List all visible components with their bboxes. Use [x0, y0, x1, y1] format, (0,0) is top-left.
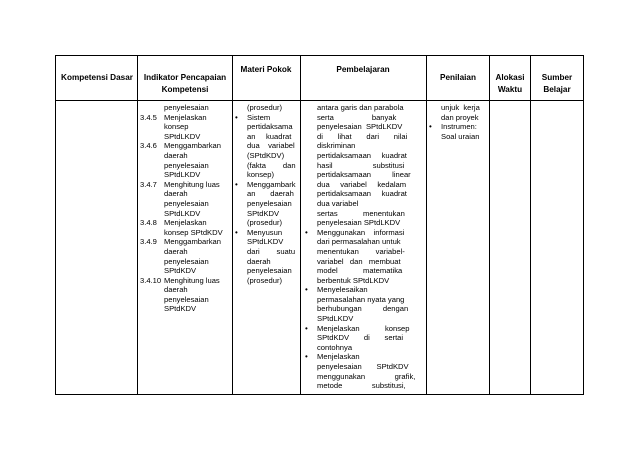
penilaian-line: unjuk kerja [441, 103, 480, 112]
indicator-line: penyelesaian [164, 294, 209, 304]
indicator-line: konsep SPtdKDV [164, 227, 223, 237]
column-divider [530, 55, 531, 395]
pembelajaran-line: diskriminan [317, 141, 356, 151]
pembelajaran-line: menggunakan grafik, [317, 371, 416, 381]
indikator-cell [140, 103, 230, 314]
pembelajaran-line: penyelesaian SPtdLKDV [317, 218, 401, 228]
pembelajaran-item [305, 228, 423, 286]
header-alokasi-waktu: Alokasi Waktu [495, 73, 525, 94]
materi-line: penyelesaian [247, 198, 292, 208]
syllabus-table [55, 55, 584, 395]
indicator-line: Menggambarkan [164, 141, 221, 151]
pembelajaran-item [305, 324, 423, 353]
indicator-item [140, 237, 230, 275]
indicator-item [140, 218, 230, 237]
pembelajaran-text [317, 324, 423, 353]
bullet-icon: • [235, 179, 238, 189]
materi-item [235, 103, 298, 113]
indicator-line: Menjelaskan [164, 112, 207, 122]
penilaian-line: Soal uraian [441, 131, 480, 141]
indicator-item [140, 141, 230, 179]
bullet-icon: • [305, 227, 308, 237]
pembelajaran-line: SPtdKDV di sertai [317, 333, 404, 343]
pembelajaran-line: di lihat dari nilai [317, 131, 408, 141]
pembelajaran-text [317, 352, 423, 390]
materi-line: pertidaksama [247, 122, 293, 132]
materi-line: an daerah [247, 189, 294, 199]
penilaian-line: dan proyek [441, 112, 479, 122]
pembelajaran-line: hasil substitusi [317, 160, 405, 170]
materi-line: an kuadrat [247, 131, 292, 141]
indicator-item [140, 276, 230, 314]
bullet-icon: • [305, 352, 308, 362]
bullet-icon [305, 103, 317, 228]
indicator-line: SPtdKDV [164, 266, 197, 276]
indicator-text [164, 113, 230, 142]
table-border-bottom [55, 394, 584, 395]
pembelajaran-line: model matematika [317, 266, 403, 276]
column-divider [426, 55, 427, 395]
materi-item [235, 113, 298, 180]
pembelajaran-line: Menjelaskan [317, 352, 360, 362]
penilaian-item [429, 122, 487, 141]
header-penilaian: Penilaian [440, 73, 476, 82]
materi-text [247, 113, 298, 180]
pembelajaran-text [317, 285, 423, 323]
column-divider [489, 55, 490, 395]
materi-line: (prosedur) [247, 103, 283, 112]
indicator-number: 3.4.6 [140, 141, 157, 151]
indicator-line: daerah [164, 285, 188, 295]
bullet-icon: • [305, 323, 308, 333]
column-divider [232, 55, 233, 395]
indicator-line: konsep [164, 122, 189, 132]
materi-item [235, 228, 298, 286]
materi-line: (fakta dan [247, 160, 296, 170]
pembelajaran-item [305, 285, 423, 323]
pembelajaran-line: variabel dan membuat [317, 256, 401, 266]
pembelajaran-line: Menjelaskan konsep [317, 323, 410, 333]
penilaian-text [441, 103, 487, 122]
penilaian-line: Instrumen: [441, 122, 477, 132]
materi-line: konsep) [247, 170, 275, 180]
indicator-number: 3.4.9 [140, 237, 157, 247]
header-indikator: Indikator Pencapaian Kompetensi [143, 73, 227, 94]
materi-line: (prosedur) [247, 275, 283, 285]
indicator-line: Menggambarkan [164, 237, 221, 247]
pembelajaran-line: dari permasalahan untuk [317, 237, 401, 247]
indicator-line: penyelesaian [164, 256, 209, 266]
materi-line: Sistem [247, 112, 271, 122]
header-sumber-belajar: Sumber Belajar [541, 73, 573, 94]
materi-line: (prosedur) [247, 218, 283, 228]
materi-line: penyelesaian [247, 266, 292, 276]
indicator-item [140, 113, 230, 142]
indicator-text [164, 103, 230, 113]
materi-cell [235, 103, 298, 285]
penilaian-item [429, 103, 487, 122]
indicator-line: Menghitung luas [164, 275, 220, 285]
bullet-icon: • [429, 122, 432, 132]
pembelajaran-line: pertidaksamaan linear [317, 170, 411, 180]
pembelajaran-line: dua variabel kedalam [317, 179, 407, 189]
pembelajaran-line: metode substitusi, [317, 381, 406, 391]
materi-line: dari suatu [247, 246, 296, 256]
column-divider [137, 55, 138, 395]
materi-line: Menyusun [247, 227, 283, 237]
indicator-line: Menghitung luas [164, 179, 220, 189]
materi-line: (SPtdKDV) [247, 150, 285, 160]
header-materi-pokok: Materi Pokok [240, 65, 292, 74]
bullet-icon: • [305, 285, 308, 295]
bullet-icon: • [235, 227, 238, 237]
materi-line: SPtdLKDV [247, 237, 284, 247]
indicator-number: 3.4.10 [140, 275, 162, 285]
indicator-number: 3.4.7 [140, 179, 157, 189]
indicator-line: daerah [164, 150, 188, 160]
header-divider [55, 100, 584, 101]
indicator-line: penyelesaian [164, 198, 209, 208]
indicator-item [140, 103, 230, 113]
pembelajaran-line: sertas menentukan [317, 208, 405, 218]
pembelajaran-line: antara garis dan parabola [317, 103, 404, 112]
indicator-line: daerah [164, 189, 188, 199]
materi-line: dua variabel [247, 141, 295, 151]
bullet-icon: • [235, 112, 238, 122]
indicator-line: penyelesaian [164, 103, 209, 112]
pembelajaran-line: berbentuk SPtdLKDV [317, 275, 390, 285]
indicator-line: daerah [164, 246, 188, 256]
indicator-line: SPtdLKDV [164, 131, 201, 141]
table-border-top [55, 55, 584, 56]
indicator-text [164, 141, 230, 179]
pembelajaran-line: serta banyak [317, 112, 397, 122]
indicator-line: penyelesaian [164, 160, 209, 170]
pembelajaran-line: berhubungan dengan [317, 304, 409, 314]
pembelajaran-item [305, 103, 423, 228]
materi-line: daerah [247, 256, 271, 266]
pembelajaran-line: pertidaksamaan kuadrat [317, 150, 407, 160]
materi-item [235, 180, 298, 228]
pembelajaran-text [317, 228, 423, 286]
materi-text [247, 103, 298, 113]
indicator-item [140, 180, 230, 218]
materi-line: Menggambark [247, 179, 296, 189]
pembelajaran-line: menentukan variabel- [317, 246, 405, 256]
indicator-text [164, 276, 230, 314]
pembelajaran-line: penyelesaian SPtdKDV [317, 362, 409, 372]
indicator-text [164, 237, 230, 275]
pembelajaran-text [317, 103, 423, 228]
indicator-text [164, 218, 230, 237]
indicator-line: SPtdLKDV [164, 170, 201, 180]
table-border-right [583, 55, 584, 395]
penilaian-text [441, 122, 487, 141]
indicator-line: SPtdLKDV [164, 208, 201, 218]
indicator-number [140, 103, 164, 113]
indicator-line: SPtdKDV [164, 304, 197, 314]
indicator-line: Menjelaskan [164, 218, 207, 228]
pembelajaran-line: SPtdLKDV [317, 314, 354, 324]
pembelajaran-line: contohnya [317, 342, 353, 352]
bullet-icon [235, 103, 247, 113]
materi-text [247, 228, 298, 286]
indicator-number: 3.4.5 [140, 112, 157, 122]
indicator-text [164, 180, 230, 218]
penilaian-cell [429, 103, 487, 141]
pembelajaran-line: dua variabel [317, 198, 359, 208]
materi-text [247, 180, 298, 228]
pembelajaran-cell [305, 103, 423, 391]
header-kompetensi-dasar: Kompetensi Dasar [61, 73, 133, 82]
table-border-left [55, 55, 56, 395]
bullet-icon [429, 103, 441, 122]
pembelajaran-line: permasalahan nyata yang [317, 294, 405, 304]
pembelajaran-line: Menyelesaikan [317, 285, 368, 295]
pembelajaran-line: penyelesaian SPtdLKDV [317, 122, 403, 132]
header-pembelajaran: Pembelajaran [336, 65, 390, 74]
pembelajaran-item [305, 352, 423, 390]
pembelajaran-line: Menggunakan informasi [317, 227, 405, 237]
pembelajaran-line: pertidaksamaan kuadrat [317, 189, 407, 199]
materi-line: SPtdKDV [247, 208, 280, 218]
indicator-number: 3.4.8 [140, 218, 157, 228]
column-divider [300, 55, 301, 395]
